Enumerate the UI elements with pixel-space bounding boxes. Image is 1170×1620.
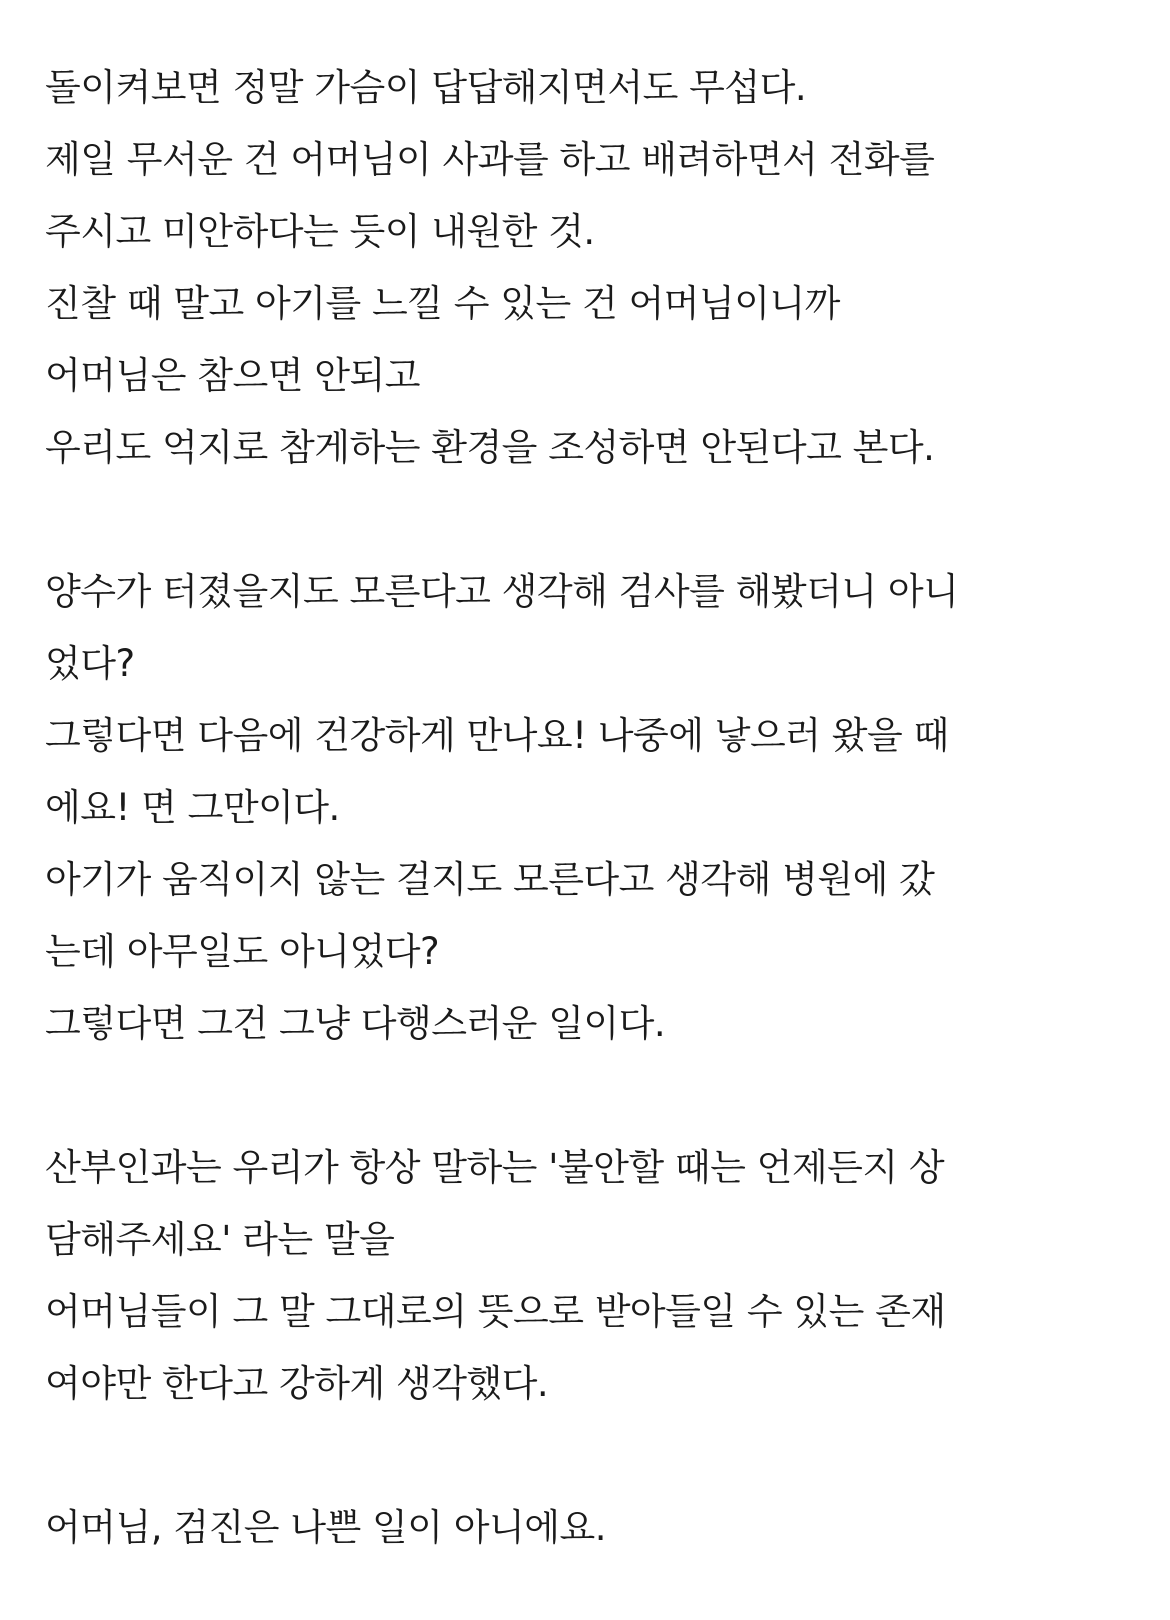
text-line: 산부인과는 우리가 항상 말하는 '불안할 때는 언제든지 상 xyxy=(45,1146,945,1189)
text-line: 어머님은 참으면 안되고 xyxy=(45,354,420,397)
text-line: 주시고 미안하다는 듯이 내원한 것. xyxy=(45,210,595,253)
paragraph-break xyxy=(45,484,1130,556)
text-line: 었다? xyxy=(45,642,135,685)
paragraph-break xyxy=(45,1420,1130,1492)
paragraph xyxy=(45,1492,1130,1564)
text-line: 그렇다면 그건 그냥 다행스러운 일이다. xyxy=(45,1002,666,1045)
text-line: 어머님, 검진은 나쁜 일이 아니에요. xyxy=(45,1506,606,1549)
text-line: 어머님들이 그 말 그대로의 뜻으로 받아들일 수 있는 존재 xyxy=(45,1290,946,1333)
text-line: 담해주세요' 라는 말을 xyxy=(45,1218,395,1261)
paragraph-break xyxy=(45,1060,1130,1132)
text-line: 그렇다면 다음에 건강하게 만나요! 나중에 낳으러 왔을 때 xyxy=(45,714,949,757)
text-line: 진찰 때 말고 아기를 느낄 수 있는 건 어머님이니까 xyxy=(45,282,840,325)
text-line: 아기가 움직이지 않는 걸지도 모른다고 생각해 병원에 갔 xyxy=(45,858,935,901)
text-line: 양수가 터졌을지도 모른다고 생각해 검사를 해봤더니 아니 xyxy=(45,570,959,613)
text-line: 우리도 억지로 참게하는 환경을 조성하면 안된다고 본다. xyxy=(45,426,935,469)
text-line: 제일 무서운 건 어머님이 사과를 하고 배려하면서 전화를 xyxy=(45,138,935,181)
paragraph xyxy=(45,556,1130,1060)
text-line: 돌이켜보면 정말 가슴이 답답해지면서도 무섭다. xyxy=(45,66,807,109)
text-line: 여야만 한다고 강하게 생각했다. xyxy=(45,1362,549,1405)
paragraph xyxy=(45,1132,1130,1420)
text-line: 에요! 면 그만이다. xyxy=(45,786,340,829)
text-line: 는데 아무일도 아니었다? xyxy=(45,930,440,973)
paragraph xyxy=(45,52,1130,484)
